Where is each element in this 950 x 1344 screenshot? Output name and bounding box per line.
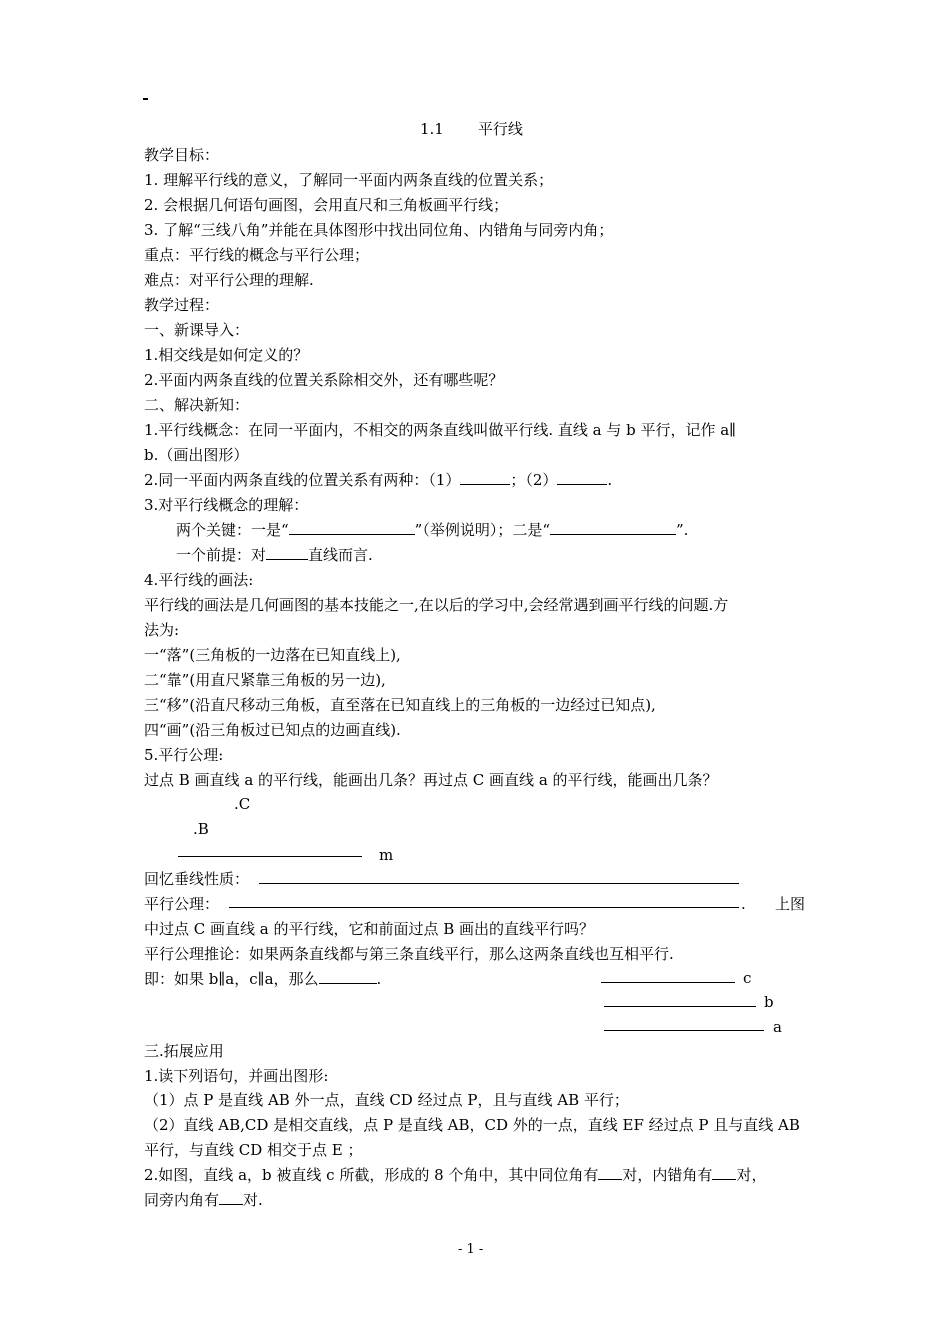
axiom-question: 过点 B 画直线 a 的平行线，能画出几条？再过点 C 画直线 a 的平行线，能画出几条？	[144, 771, 718, 789]
answer-blank	[557, 470, 607, 485]
answer-blank	[219, 1190, 243, 1205]
step-4: 四“画”(沿三角板过已知点的边画直线).	[144, 721, 401, 739]
step-1: 一“落”(三角板的一边落在已知直线上),	[144, 646, 401, 664]
answer-blank	[712, 1165, 736, 1180]
page-number: - 1 -	[458, 1242, 484, 1257]
axiom-period: .	[741, 895, 746, 913]
recall-line: 回忆垂线性质：	[144, 870, 250, 888]
section-1-heading: 一、新课导入：	[144, 321, 250, 339]
question-1: 1.相交线是如何定义的？	[144, 346, 309, 364]
page-title: 1.1 平行线	[420, 120, 523, 138]
line-c	[601, 982, 735, 983]
exercise-2-line-1: 2.如图，直线 a，b 被直线 c 所截，形成的 8 个角中，其中同位角有 对，内错角有 对，	[144, 1166, 767, 1184]
exercise-1: 1.读下列语句，并画出图形:	[144, 1067, 329, 1085]
drawing-heading: 4.平行线的画法:	[144, 571, 254, 589]
answer-blank	[319, 969, 377, 984]
corollary: 平行公理推论：如果两条直线都与第三条直线平行，那么这两条直线也互相平行.	[144, 945, 674, 963]
line-a	[604, 1030, 764, 1031]
concept-line-1: 1.平行线概念：在同一平面内，不相交的两条直线叫做平行线. 直线 a 与 b 平行，记作 a∥	[144, 421, 737, 439]
goal-1: 1. 理解平行线的意义，了解同一平面内两条直线的位置关系；	[144, 171, 554, 189]
answer-blank	[550, 520, 676, 535]
point-c-label: .C	[234, 795, 251, 813]
step-3: 三“移”(沿直尺移动三角板，直至落在已知直线上的三角板的一边经过已知点),	[144, 696, 656, 714]
difficulty: 难点：对平行公理的理解.	[144, 271, 314, 289]
concept-line-2: b.（画出图形）	[144, 446, 249, 464]
line-m	[178, 856, 362, 857]
key-point: 重点：平行线的概念与平行公理；	[144, 246, 370, 264]
section-3-heading: 三.拓展应用	[144, 1042, 224, 1060]
answer-blank	[229, 907, 739, 908]
answer-blank	[266, 545, 308, 560]
answer-blank	[289, 520, 415, 535]
corollary-example: 即：如果 b∥a，c∥a，那么 .	[144, 970, 382, 988]
answer-blank	[460, 470, 510, 485]
axiom-line: 平行公理：	[144, 895, 220, 913]
axiom-heading: 5.平行公理:	[144, 746, 224, 764]
step-2: 二“靠”(用直尺紧靠三角板的另一边),	[144, 671, 386, 689]
point-b-label: .B	[193, 820, 209, 838]
process-heading: 教学过程：	[144, 296, 220, 314]
line-m-label: m	[379, 846, 394, 864]
exercise-1-part-2b: 平行，与直线 CD 相交于点 E ；	[144, 1141, 363, 1159]
goal-2: 2. 会根据几何语句画图，会用直尺和三角板画平行线；	[144, 196, 509, 214]
section-2-heading: 二、解决新知：	[144, 396, 250, 414]
goal-3: 3. 了解“三线八角”并能在具体图形中找出同位角、内错角与同旁内角；	[144, 221, 614, 239]
exercise-2-line-2: 同旁内角有 对.	[144, 1191, 263, 1209]
top-mark	[143, 98, 148, 100]
point-c-question: 中过点 C 画直线 a 的平行线，它和前面过点 B 画出的直线平行吗？	[144, 920, 595, 938]
answer-blank	[259, 883, 739, 884]
axiom-tail: 上图	[775, 895, 806, 913]
drawing-desc-1: 平行线的画法是几何画图的基本技能之一,在以后的学习中,会经常遇到画平行线的问题.方	[144, 596, 729, 614]
exercise-1-part-1: （1）点 P 是直线 AB 外一点，直线 CD 经过点 P，且与直线 AB 平行；	[144, 1091, 629, 1109]
line-c-label: c	[743, 969, 752, 987]
question-2: 2.平面内两条直线的位置关系除相交外，还有哪些呢？	[144, 371, 504, 389]
line-a-label: a	[773, 1018, 782, 1036]
line-b-label: b	[764, 993, 774, 1011]
answer-blank	[598, 1165, 622, 1180]
exercise-1-part-2a: （2）直线 AB,CD 是相交直线，点 P 是直线 AB，CD 外的一点，直线 EF 经过点 P 且与直线 AB	[144, 1116, 800, 1134]
two-keys-line: 两个关键：一是“ ”（举例说明）；二是“ ”.	[176, 521, 689, 539]
understanding-heading: 3.对平行线概念的理解：	[144, 496, 309, 514]
goals-heading: 教学目标：	[144, 146, 220, 164]
premise-line: 一个前提：对 直线而言.	[176, 546, 373, 564]
line-b	[604, 1006, 756, 1007]
drawing-desc-2: 法为:	[144, 621, 180, 639]
relation-line: 2.同一平面内两条直线的位置关系有两种：（1） ；（2） .	[144, 471, 613, 489]
